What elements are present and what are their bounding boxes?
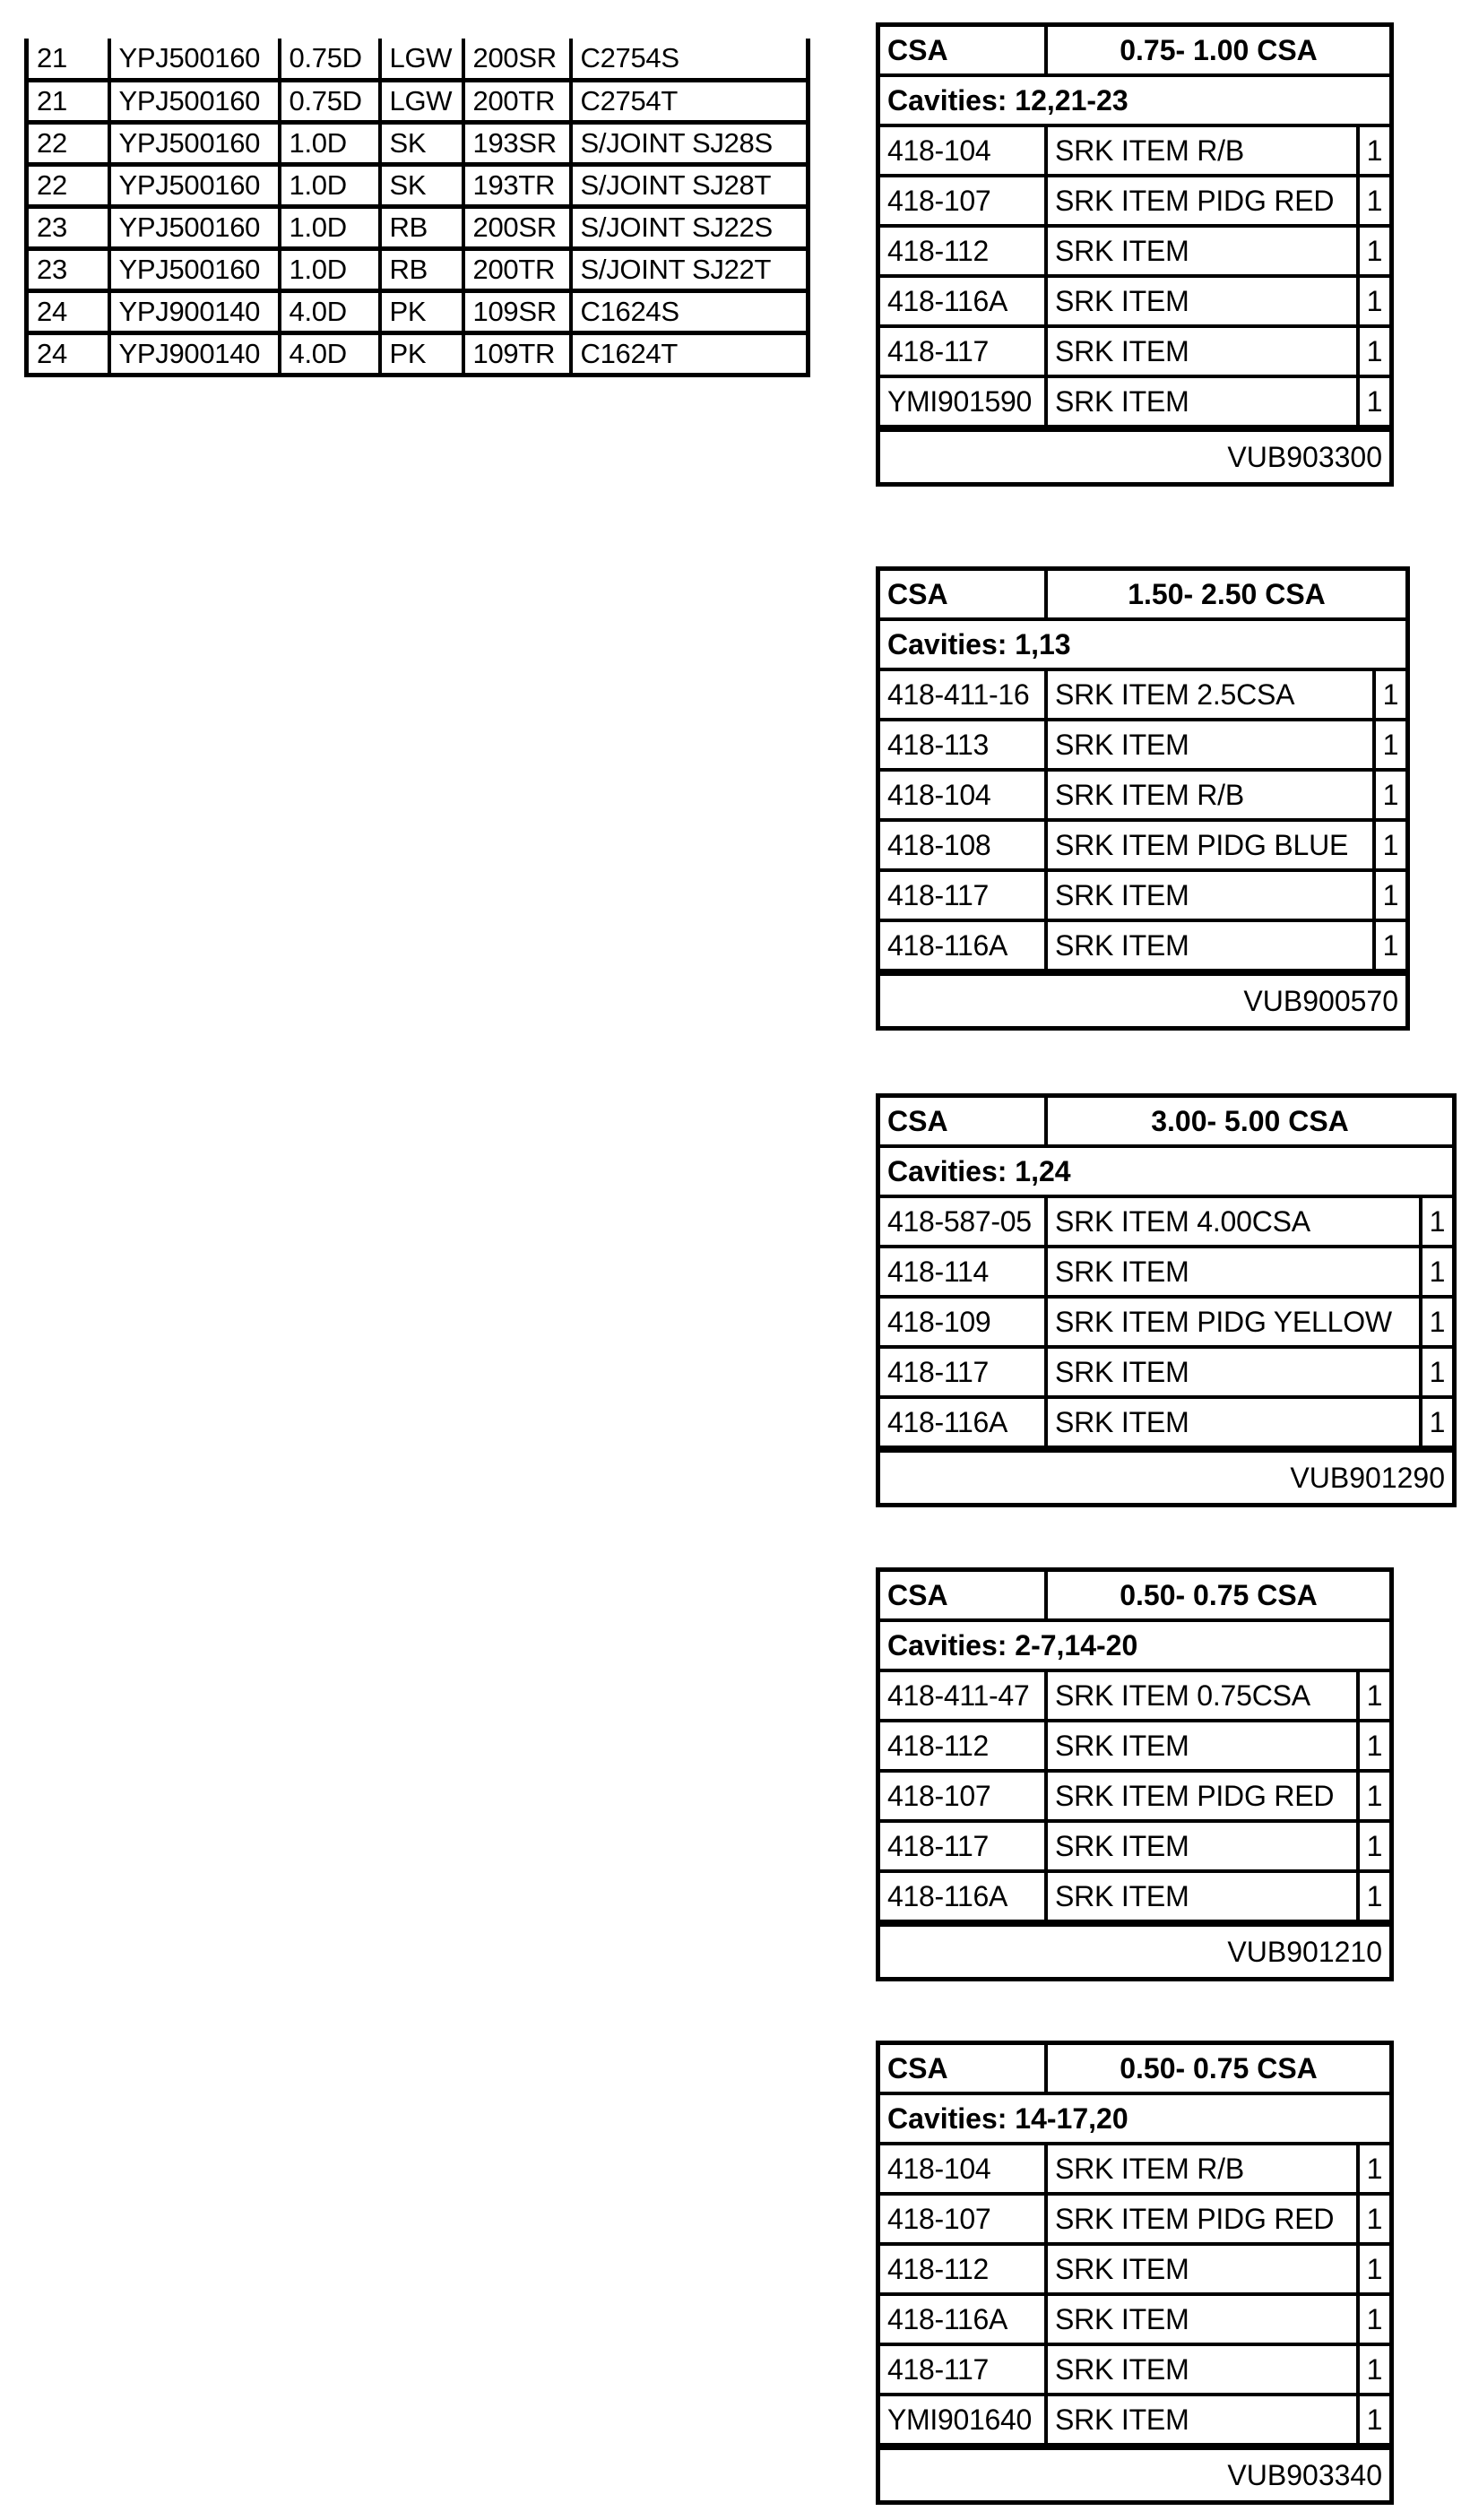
csa-range: 1.50- 2.50 CSA [1128,577,1326,610]
item-quantity: 1 [1422,1299,1452,1349]
table-row [27,122,808,164]
wire-cell-cavity: 21 [27,80,109,122]
item-description: SRK ITEM [1048,1823,1360,1873]
wire-cell-part-number: YPJ500160 [109,248,280,290]
item-description: SRK ITEM 2.5CSA [1048,671,1376,721]
wire-cell-part-number: YPJ500160 [109,206,280,248]
item-part-number: 418-108 [880,822,1048,872]
kit-items [880,127,1389,428]
csa-range: 0.50- 0.75 CSA [1120,1578,1318,1611]
item-part-number: 418-113 [880,721,1048,772]
list-item [880,2296,1389,2346]
list-item [880,2246,1389,2296]
item-description: SRK ITEM [1048,378,1360,428]
item-description: SRK ITEM [1048,1349,1422,1399]
item-part-number: 418-107 [880,177,1048,228]
list-item [880,328,1389,378]
cavities-label: Cavities: 12,21-23 [880,77,1389,127]
item-quantity: 1 [1422,1198,1452,1248]
item-quantity: 1 [1360,177,1389,228]
wire-cell-length: 193TR [463,164,571,206]
item-description: SRK ITEM [1048,721,1376,772]
item-description: SRK ITEM [1048,2396,1360,2447]
list-item [880,1672,1389,1722]
wire-cell-color: RB [380,206,463,248]
item-description: SRK ITEM PIDG RED [1048,1773,1360,1823]
item-quantity: 1 [1360,2196,1389,2246]
cavities-label: Cavities: 1,24 [880,1148,1452,1198]
kit-number: VUB903340 [880,2447,1389,2500]
list-item [880,2196,1389,2246]
item-part-number: 418-116A [880,2296,1048,2346]
table-row [27,80,808,122]
kit-number: VUB900570 [880,972,1405,1026]
item-quantity: 1 [1360,2396,1389,2447]
wire-cell-size: 4.0D [280,332,380,375]
item-part-number: 418-107 [880,2196,1048,2246]
wire-cell-cavity: 24 [27,290,109,332]
wire-cell-color: SK [380,164,463,206]
item-description: SRK ITEM R/B [1048,772,1376,822]
table-row [27,39,808,80]
wire-cell-size: 4.0D [280,290,380,332]
item-description: SRK ITEM [1048,2296,1360,2346]
table-row [27,290,808,332]
item-quantity: 1 [1360,2346,1389,2396]
item-quantity: 1 [1360,378,1389,428]
list-item [880,177,1389,228]
kit-number: VUB903300 [880,428,1389,482]
csa-range: 0.50- 0.75 CSA [1120,2051,1318,2084]
wire-cell-cavity: 22 [27,122,109,164]
item-part-number: 418-116A [880,1873,1048,1923]
item-quantity: 1 [1376,772,1405,822]
table-row [27,332,808,375]
item-quantity: 1 [1360,127,1389,177]
wire-cell-connector: C1624T [571,332,808,375]
item-part-number: 418-117 [880,1823,1048,1873]
wire-cell-part-number: YPJ500160 [109,80,280,122]
item-quantity: 1 [1360,1722,1389,1773]
item-part-number: 418-117 [880,328,1048,378]
item-quantity: 1 [1376,872,1405,922]
wire-cell-cavity: 24 [27,332,109,375]
list-item [880,1722,1389,1773]
wire-cell-color: PK [380,290,463,332]
list-item [880,1823,1389,1873]
list-item [880,1198,1452,1248]
list-item [880,1399,1452,1449]
item-part-number: 418-116A [880,1399,1048,1449]
item-part-number: 418-114 [880,1248,1048,1299]
wire-cell-color: PK [380,332,463,375]
item-part-number: YMI901640 [880,2396,1048,2447]
list-item [880,1873,1389,1923]
cavities-label: Cavities: 1,13 [880,621,1405,671]
item-part-number: 418-109 [880,1299,1048,1349]
wire-cell-cavity: 23 [27,248,109,290]
item-description: SRK ITEM 4.00CSA [1048,1198,1422,1248]
item-description: SRK ITEM [1048,872,1376,922]
item-description: SRK ITEM PIDG RED [1048,2196,1360,2246]
item-quantity: 1 [1360,228,1389,278]
item-part-number: 418-116A [880,278,1048,328]
item-description: SRK ITEM [1048,1873,1360,1923]
item-description: SRK ITEM [1048,1399,1422,1449]
wire-cell-size: 1.0D [280,122,380,164]
table-row [27,206,808,248]
item-quantity: 1 [1422,1248,1452,1299]
item-quantity: 1 [1376,721,1405,772]
list-item [880,721,1405,772]
wire-cell-size: 1.0D [280,164,380,206]
wire-cell-size: 0.75D [280,39,380,80]
kit-items [880,2145,1389,2447]
item-quantity: 1 [1360,278,1389,328]
kit-header [880,571,1405,621]
wire-cell-size: 1.0D [280,206,380,248]
wire-cell-connector: S/JOINT SJ22S [571,206,808,248]
item-part-number: 418-104 [880,127,1048,177]
wire-cell-length: 200TR [463,248,571,290]
item-description: SRK ITEM [1048,328,1360,378]
wire-cell-connector: C2754T [571,80,808,122]
item-part-number: 418-117 [880,2346,1048,2396]
kit-number: VUB901210 [880,1923,1389,1977]
kit-box-vub901210 [876,1567,1394,1981]
wire-cell-color: SK [380,122,463,164]
cavities-label: Cavities: 14-17,20 [880,2095,1389,2145]
csa-label: CSA [880,1098,1048,1144]
list-item [880,772,1405,822]
item-quantity: 1 [1360,2296,1389,2346]
kit-number: VUB901290 [880,1449,1452,1503]
table-row [27,164,808,206]
wire-cell-length: 200SR [463,39,571,80]
item-part-number: 418-411-16 [880,671,1048,721]
item-quantity: 1 [1376,822,1405,872]
list-item [880,2346,1389,2396]
item-quantity: 1 [1422,1399,1452,1449]
kit-items [880,1198,1452,1449]
item-quantity: 1 [1360,2246,1389,2296]
item-part-number: 418-117 [880,1349,1048,1399]
item-description: SRK ITEM PIDG RED [1048,177,1360,228]
wire-cell-cavity: 21 [27,39,109,80]
list-item [880,922,1405,972]
item-quantity: 1 [1422,1349,1452,1399]
wire-cell-size: 0.75D [280,80,380,122]
item-quantity: 1 [1360,1773,1389,1823]
list-item [880,822,1405,872]
list-item [880,127,1389,177]
wire-cell-part-number: YPJ500160 [109,164,280,206]
csa-label: CSA [880,571,1048,617]
item-description: SRK ITEM [1048,228,1360,278]
list-item [880,1248,1452,1299]
list-item [880,2145,1389,2196]
item-quantity: 1 [1376,922,1405,972]
wire-cell-color: LGW [380,80,463,122]
item-description: SRK ITEM [1048,2346,1360,2396]
item-part-number: 418-104 [880,2145,1048,2196]
kit-items [880,1672,1389,1923]
kit-items [880,671,1405,972]
cavities-label: Cavities: 2-7,14-20 [880,1622,1389,1672]
wire-cell-length: 200SR [463,206,571,248]
item-description: SRK ITEM [1048,278,1360,328]
item-quantity: 1 [1360,1823,1389,1873]
item-quantity: 1 [1376,671,1405,721]
item-part-number: YMI901590 [880,378,1048,428]
item-description: SRK ITEM 0.75CSA [1048,1672,1360,1722]
kit-header [880,1572,1389,1622]
wire-cell-color: RB [380,248,463,290]
list-item [880,1773,1389,1823]
wire-cell-color: LGW [380,39,463,80]
wire-cell-connector: C1624S [571,290,808,332]
csa-range: 0.75- 1.00 CSA [1120,33,1318,66]
csa-label: CSA [880,27,1048,73]
item-quantity: 1 [1360,2145,1389,2196]
item-description: SRK ITEM R/B [1048,2145,1360,2196]
list-item [880,1299,1452,1349]
wire-cell-part-number: YPJ900140 [109,290,280,332]
wire-cell-length: 109TR [463,332,571,375]
item-description: SRK ITEM [1048,1722,1360,1773]
wire-cell-connector: C2754S [571,39,808,80]
wire-cell-connector: S/JOINT SJ22T [571,248,808,290]
wire-table [24,39,810,377]
kit-header [880,1098,1452,1148]
item-part-number: 418-117 [880,872,1048,922]
item-part-number: 418-112 [880,2246,1048,2296]
item-part-number: 418-116A [880,922,1048,972]
wire-cell-length: 109SR [463,290,571,332]
wire-cell-connector: S/JOINT SJ28S [571,122,808,164]
wire-cell-part-number: YPJ900140 [109,332,280,375]
wire-cell-part-number: YPJ500160 [109,39,280,80]
kit-box-vub903300 [876,22,1394,487]
list-item [880,872,1405,922]
item-part-number: 418-587-05 [880,1198,1048,1248]
csa-range: 3.00- 5.00 CSA [1151,1104,1349,1137]
item-quantity: 1 [1360,328,1389,378]
table-row [27,248,808,290]
item-description: SRK ITEM [1048,2246,1360,2296]
wire-cell-part-number: YPJ500160 [109,122,280,164]
item-description: SRK ITEM PIDG BLUE [1048,822,1376,872]
list-item [880,1349,1452,1399]
wire-cell-size: 1.0D [280,248,380,290]
wire-cell-cavity: 22 [27,164,109,206]
csa-label: CSA [880,2045,1048,2092]
csa-label: CSA [880,1572,1048,1618]
item-quantity: 1 [1360,1873,1389,1923]
item-part-number: 418-112 [880,1722,1048,1773]
list-item [880,228,1389,278]
list-item [880,378,1389,428]
item-description: SRK ITEM R/B [1048,127,1360,177]
item-part-number: 418-107 [880,1773,1048,1823]
list-item [880,278,1389,328]
kit-box-vub900570 [876,566,1410,1031]
list-item [880,2396,1389,2447]
kit-box-vub903340 [876,2041,1394,2505]
kit-box-vub901290 [876,1093,1457,1507]
wire-cell-cavity: 23 [27,206,109,248]
item-quantity: 1 [1360,1672,1389,1722]
wire-cell-length: 200TR [463,80,571,122]
kit-header [880,2045,1389,2095]
wire-cell-length: 193SR [463,122,571,164]
item-description: SRK ITEM [1048,1248,1422,1299]
list-item [880,671,1405,721]
item-description: SRK ITEM PIDG YELLOW [1048,1299,1422,1349]
wire-cell-connector: S/JOINT SJ28T [571,164,808,206]
item-part-number: 418-104 [880,772,1048,822]
item-description: SRK ITEM [1048,922,1376,972]
item-part-number: 418-411-47 [880,1672,1048,1722]
kit-header [880,27,1389,77]
item-part-number: 418-112 [880,228,1048,278]
